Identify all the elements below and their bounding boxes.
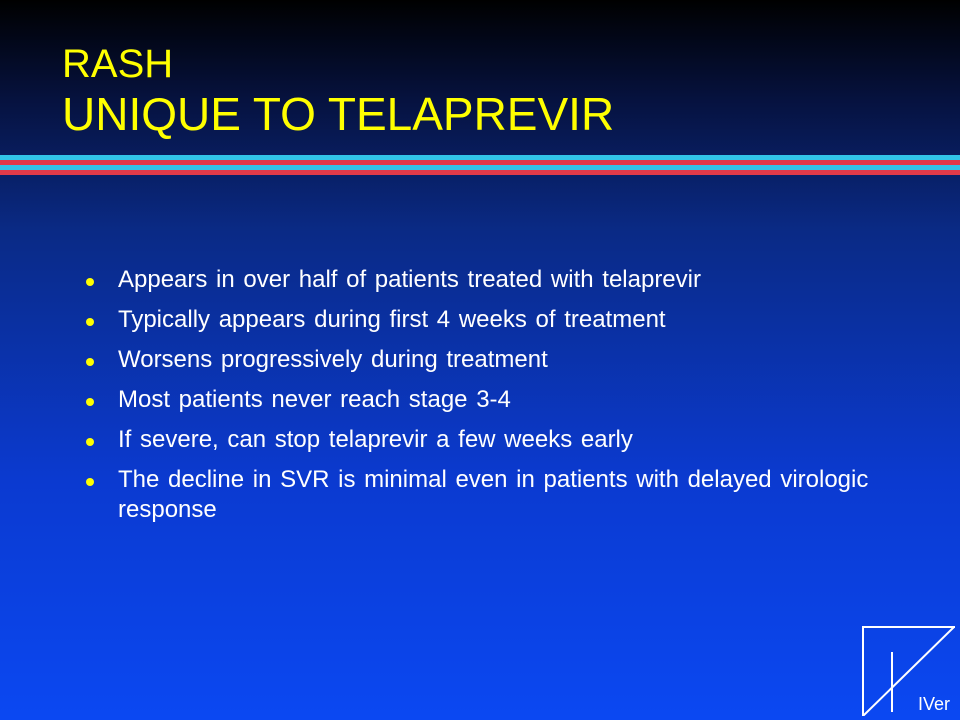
bullet-text: The decline in SVR is minimal even in patients with delayed virologic response bbox=[118, 466, 869, 523]
bullet-item bbox=[86, 265, 906, 295]
bullet-item bbox=[86, 425, 906, 455]
bullet-item bbox=[86, 385, 906, 415]
bullet-dot-icon bbox=[86, 318, 94, 326]
bullet-dot-icon bbox=[86, 438, 94, 446]
bullet-item bbox=[86, 305, 906, 335]
bullet-text: Appears in over half of patients treated with telaprevir bbox=[118, 266, 701, 293]
bullet-dot-icon bbox=[86, 398, 94, 406]
bullet-item bbox=[86, 345, 906, 375]
iver-logo bbox=[862, 626, 956, 716]
divider-stripe-red bbox=[0, 170, 960, 175]
bullet-text: Typically appears during first 4 weeks of treatment bbox=[118, 306, 666, 333]
bullet-list bbox=[86, 265, 906, 535]
title-divider-stripes bbox=[0, 155, 960, 180]
bullet-dot-icon bbox=[86, 478, 94, 486]
bullet-text: Most patients never reach stage 3-4 bbox=[118, 386, 511, 413]
bullet-text: Worsens progressively during treatment bbox=[118, 346, 548, 373]
bullet-text: If severe, can stop telaprevir a few weeks early bbox=[118, 426, 633, 453]
bullet-dot-icon bbox=[86, 358, 94, 366]
title-line-2: UNIQUE TO TELAPREVIR bbox=[62, 88, 615, 140]
slide-title bbox=[62, 40, 902, 140]
title-line-1: RASH bbox=[62, 42, 174, 86]
bullet-dot-icon bbox=[86, 278, 94, 286]
bullet-item bbox=[86, 465, 906, 525]
logo-text: IVer bbox=[917, 694, 950, 714]
